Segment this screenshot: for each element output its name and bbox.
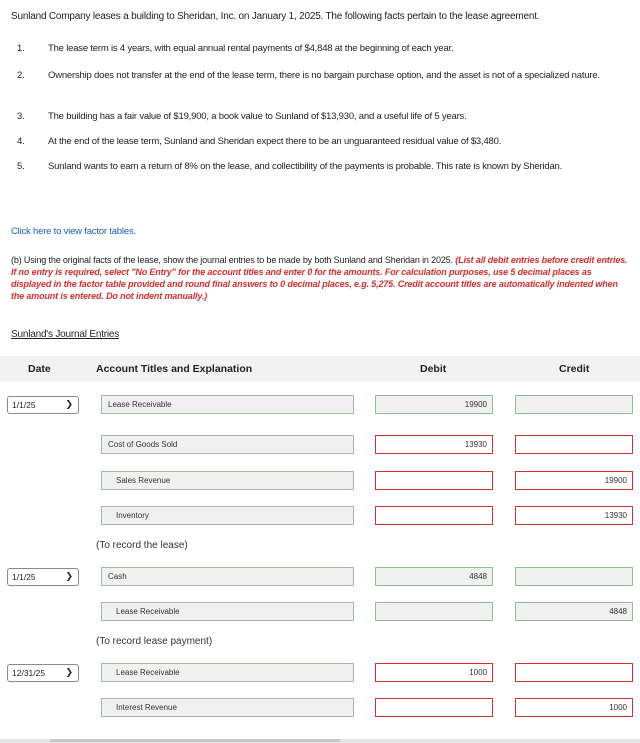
credit-input[interactable]: 1000 (515, 698, 633, 717)
debit-input[interactable] (375, 471, 493, 490)
debit-input[interactable] (375, 698, 493, 717)
account-title-input[interactable]: Lease Receivable (101, 663, 354, 682)
credit-input[interactable]: 4848 (515, 602, 633, 621)
fact-text: The building has a fair value of $19,900, a book value to Sunland of $13,930, and a useful life of 5 years. (48, 111, 467, 122)
chevron-down-icon: ❯ (65, 667, 73, 677)
account-title-input[interactable]: Lease Receivable (101, 602, 354, 621)
entry-note: (To record the lease) (96, 540, 188, 551)
date-select[interactable] (7, 664, 79, 682)
chevron-down-icon: ❯ (65, 399, 73, 409)
fact-text: The lease term is 4 years, with equal annual rental payments of $4,848 at the beginning of each year. (48, 43, 454, 54)
date-select[interactable] (7, 396, 79, 414)
entry-note: (To record lease payment) (96, 636, 213, 647)
debit-input[interactable] (375, 602, 493, 621)
instructions (11, 254, 633, 302)
account-title-input[interactable]: Interest Revenue (101, 698, 354, 717)
debit-input[interactable]: 19900 (375, 395, 493, 414)
fact-number: 3. (17, 111, 25, 122)
credit-input[interactable] (515, 435, 633, 454)
chevron-down-icon: ❯ (65, 571, 73, 581)
debit-header: Debit (420, 363, 447, 375)
fact-text: At the end of the lease term, Sunland and Sheridan expect there to be an unguaranteed residual value of $3,480. (48, 136, 502, 147)
instructions-plain: (b) Using the original facts of the lease, show the journal entries to be made by both Sunland and Sheridan in 2025. (11, 255, 456, 265)
debit-input[interactable]: 1000 (375, 663, 493, 682)
factor-tables-link[interactable]: Click here to view factor tables. (11, 226, 136, 237)
date-header: Date (28, 363, 51, 375)
fact-number: 4. (17, 136, 25, 147)
debit-input[interactable] (375, 506, 493, 525)
credit-input[interactable]: 13930 (515, 506, 633, 525)
fact-text: Ownership does not transfer at the end of the lease term, there is no bargain purchase option, and the asset is not of a specialized nature. (48, 70, 600, 81)
account-title-input[interactable]: Sales Revenue (101, 471, 354, 490)
credit-input[interactable] (515, 567, 633, 586)
fact-text: Sunland wants to earn a return of 8% on the lease, and collectibility of the payments is probable. This rate is known by Sheridan. (48, 161, 563, 172)
date-value: 1/1/25 (12, 400, 36, 410)
account-title-input[interactable]: Cost of Goods Sold (101, 435, 354, 454)
account-title-input[interactable]: Cash (101, 567, 354, 586)
date-value: 1/1/25 (12, 572, 36, 582)
table-header (0, 356, 640, 382)
credit-input[interactable] (515, 663, 633, 682)
problem-intro: Sunland Company leases a building to Sheridan, Inc. on January 1, 2025. The following facts pertain to the lease agreement. (11, 11, 540, 22)
date-value: 12/31/25 (12, 668, 46, 678)
instructions-red: (List all debit entries before credit entries. If no entry is required, select "No Entry" for the account titles and enter 0 for the amounts. For calculation purposes, use 5 decimal places as displayed in the factor table provided and round final answers to 0 decimal places, e.g. 5,275. Credit account titles are automatically indented when the amount is entered. Do not indent manually.) (11, 255, 628, 301)
credit-input[interactable]: 19900 (515, 471, 633, 490)
fact-number: 5. (17, 161, 25, 172)
debit-input[interactable]: 4848 (375, 567, 493, 586)
debit-input[interactable]: 13930 (375, 435, 493, 454)
account-title-input[interactable]: Inventory (101, 506, 354, 525)
fact-number: 2. (17, 70, 25, 81)
credit-header: Credit (559, 363, 590, 375)
account-header: Account Titles and Explanation (96, 363, 253, 375)
scrollbar-thumb[interactable] (50, 739, 340, 742)
date-select[interactable] (7, 568, 79, 586)
fact-number: 1. (17, 43, 25, 54)
account-title-input[interactable]: Lease Receivable (101, 395, 354, 414)
scrollbar-track[interactable] (0, 739, 640, 743)
credit-input[interactable] (515, 395, 633, 414)
section-title: Sunland's Journal Entries (11, 329, 120, 340)
